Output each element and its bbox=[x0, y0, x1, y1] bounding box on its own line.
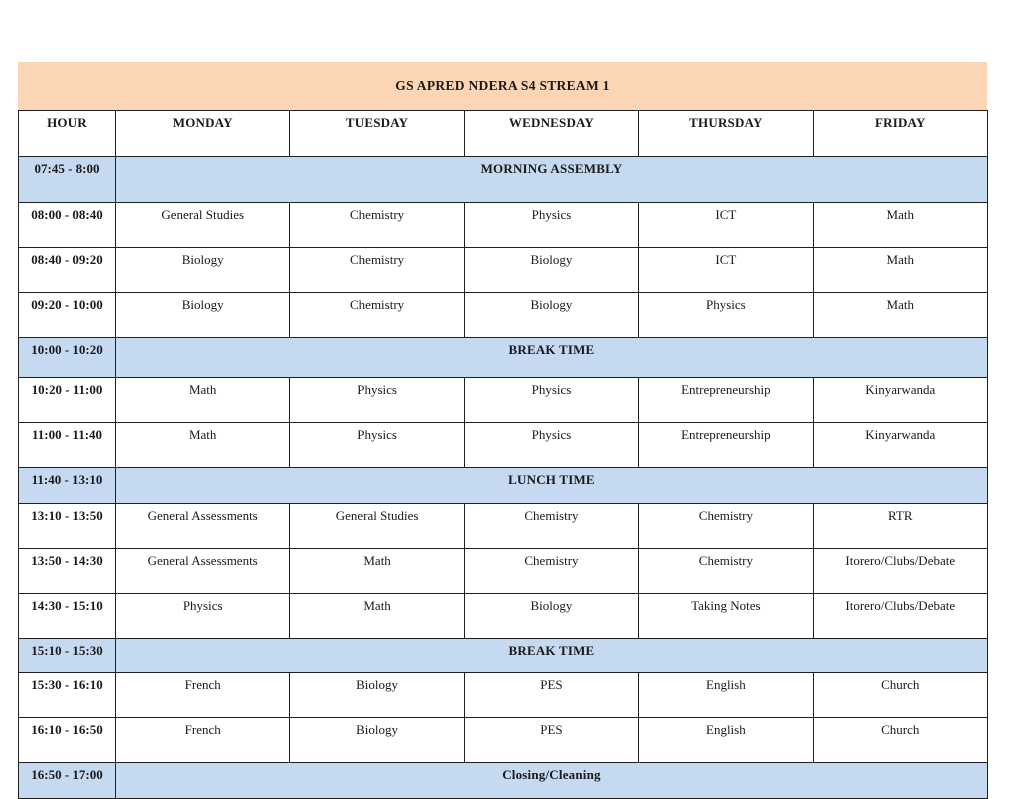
subject-cell: Kinyarwanda bbox=[813, 423, 987, 468]
time-cell: 10:00 - 10:20 bbox=[19, 338, 116, 378]
subject-cell: Physics bbox=[290, 378, 464, 423]
table-row bbox=[19, 423, 988, 468]
time-cell: 15:10 - 15:30 bbox=[19, 639, 116, 673]
subject-cell: Biology bbox=[116, 248, 290, 293]
subject-cell: Entrepreneurship bbox=[639, 378, 813, 423]
subject-cell: Chemistry bbox=[464, 549, 638, 594]
time-cell: 10:20 - 11:00 bbox=[19, 378, 116, 423]
table-row bbox=[19, 504, 988, 549]
time-cell: 13:50 - 14:30 bbox=[19, 549, 116, 594]
table-row bbox=[19, 157, 988, 203]
table-row bbox=[19, 594, 988, 639]
subject-cell: Church bbox=[813, 673, 987, 718]
timetable-table bbox=[18, 110, 988, 799]
subject-cell: Physics bbox=[464, 423, 638, 468]
subject-cell: Itorero/Clubs/Debate bbox=[813, 594, 987, 639]
subject-cell: Entrepreneurship bbox=[639, 423, 813, 468]
column-header-friday: FRIDAY bbox=[813, 111, 987, 157]
subject-cell: French bbox=[116, 673, 290, 718]
subject-cell: General Assessments bbox=[116, 504, 290, 549]
time-cell: 08:00 - 08:40 bbox=[19, 203, 116, 248]
subject-cell: General Assessments bbox=[116, 549, 290, 594]
subject-cell: Biology bbox=[464, 248, 638, 293]
span-label: BREAK TIME bbox=[116, 639, 988, 673]
subject-cell: Physics bbox=[464, 203, 638, 248]
span-label: BREAK TIME bbox=[116, 338, 988, 378]
subject-cell: General Studies bbox=[116, 203, 290, 248]
subject-cell: Chemistry bbox=[290, 203, 464, 248]
subject-cell: Biology bbox=[290, 718, 464, 763]
subject-cell: Biology bbox=[464, 293, 638, 338]
subject-cell: Physics bbox=[290, 423, 464, 468]
subject-cell: Chemistry bbox=[290, 248, 464, 293]
subject-cell: English bbox=[639, 673, 813, 718]
subject-cell: ICT bbox=[639, 203, 813, 248]
timetable-title: GS APRED NDERA S4 STREAM 1 bbox=[18, 62, 987, 110]
table-row bbox=[19, 763, 988, 799]
subject-cell: Chemistry bbox=[639, 504, 813, 549]
subject-cell: Chemistry bbox=[290, 293, 464, 338]
subject-cell: Itorero/Clubs/Debate bbox=[813, 549, 987, 594]
subject-cell: Chemistry bbox=[464, 504, 638, 549]
span-label: Closing/Cleaning bbox=[116, 763, 988, 799]
column-header-hour: HOUR bbox=[19, 111, 116, 157]
time-cell: 13:10 - 13:50 bbox=[19, 504, 116, 549]
subject-cell: Kinyarwanda bbox=[813, 378, 987, 423]
time-cell: 16:50 - 17:00 bbox=[19, 763, 116, 799]
span-label: LUNCH TIME bbox=[116, 468, 988, 504]
span-label: MORNING ASSEMBLY bbox=[116, 157, 988, 203]
table-row bbox=[19, 673, 988, 718]
time-cell: 16:10 - 16:50 bbox=[19, 718, 116, 763]
subject-cell: Math bbox=[290, 594, 464, 639]
subject-cell: Biology bbox=[116, 293, 290, 338]
column-header-wednesday: WEDNESDAY bbox=[464, 111, 638, 157]
column-header-tuesday: TUESDAY bbox=[290, 111, 464, 157]
table-row bbox=[19, 378, 988, 423]
subject-cell: PES bbox=[464, 718, 638, 763]
header-row bbox=[19, 111, 988, 157]
subject-cell: English bbox=[639, 718, 813, 763]
table-row bbox=[19, 718, 988, 763]
time-cell: 08:40 - 09:20 bbox=[19, 248, 116, 293]
table-row bbox=[19, 549, 988, 594]
time-cell: 09:20 - 10:00 bbox=[19, 293, 116, 338]
subject-cell: RTR bbox=[813, 504, 987, 549]
subject-cell: Biology bbox=[290, 673, 464, 718]
table-row bbox=[19, 468, 988, 504]
subject-cell: Math bbox=[116, 378, 290, 423]
table-row bbox=[19, 639, 988, 673]
subject-cell: ICT bbox=[639, 248, 813, 293]
subject-cell: General Studies bbox=[290, 504, 464, 549]
subject-cell: Physics bbox=[639, 293, 813, 338]
subject-cell: Physics bbox=[116, 594, 290, 639]
column-header-monday: MONDAY bbox=[116, 111, 290, 157]
time-cell: 14:30 - 15:10 bbox=[19, 594, 116, 639]
subject-cell: Chemistry bbox=[639, 549, 813, 594]
subject-cell: Math bbox=[290, 549, 464, 594]
table-row bbox=[19, 203, 988, 248]
subject-cell: PES bbox=[464, 673, 638, 718]
time-cell: 07:45 - 8:00 bbox=[19, 157, 116, 203]
subject-cell: Math bbox=[813, 203, 987, 248]
table-row bbox=[19, 293, 988, 338]
table-row bbox=[19, 338, 988, 378]
subject-cell: French bbox=[116, 718, 290, 763]
time-cell: 15:30 - 16:10 bbox=[19, 673, 116, 718]
subject-cell: Math bbox=[116, 423, 290, 468]
subject-cell: Church bbox=[813, 718, 987, 763]
subject-cell: Math bbox=[813, 248, 987, 293]
time-cell: 11:40 - 13:10 bbox=[19, 468, 116, 504]
column-header-thursday: THURSDAY bbox=[639, 111, 813, 157]
subject-cell: Math bbox=[813, 293, 987, 338]
subject-cell: Physics bbox=[464, 378, 638, 423]
subject-cell: Biology bbox=[464, 594, 638, 639]
table-row bbox=[19, 248, 988, 293]
subject-cell: Taking Notes bbox=[639, 594, 813, 639]
timetable-sheet bbox=[18, 62, 987, 799]
time-cell: 11:00 - 11:40 bbox=[19, 423, 116, 468]
